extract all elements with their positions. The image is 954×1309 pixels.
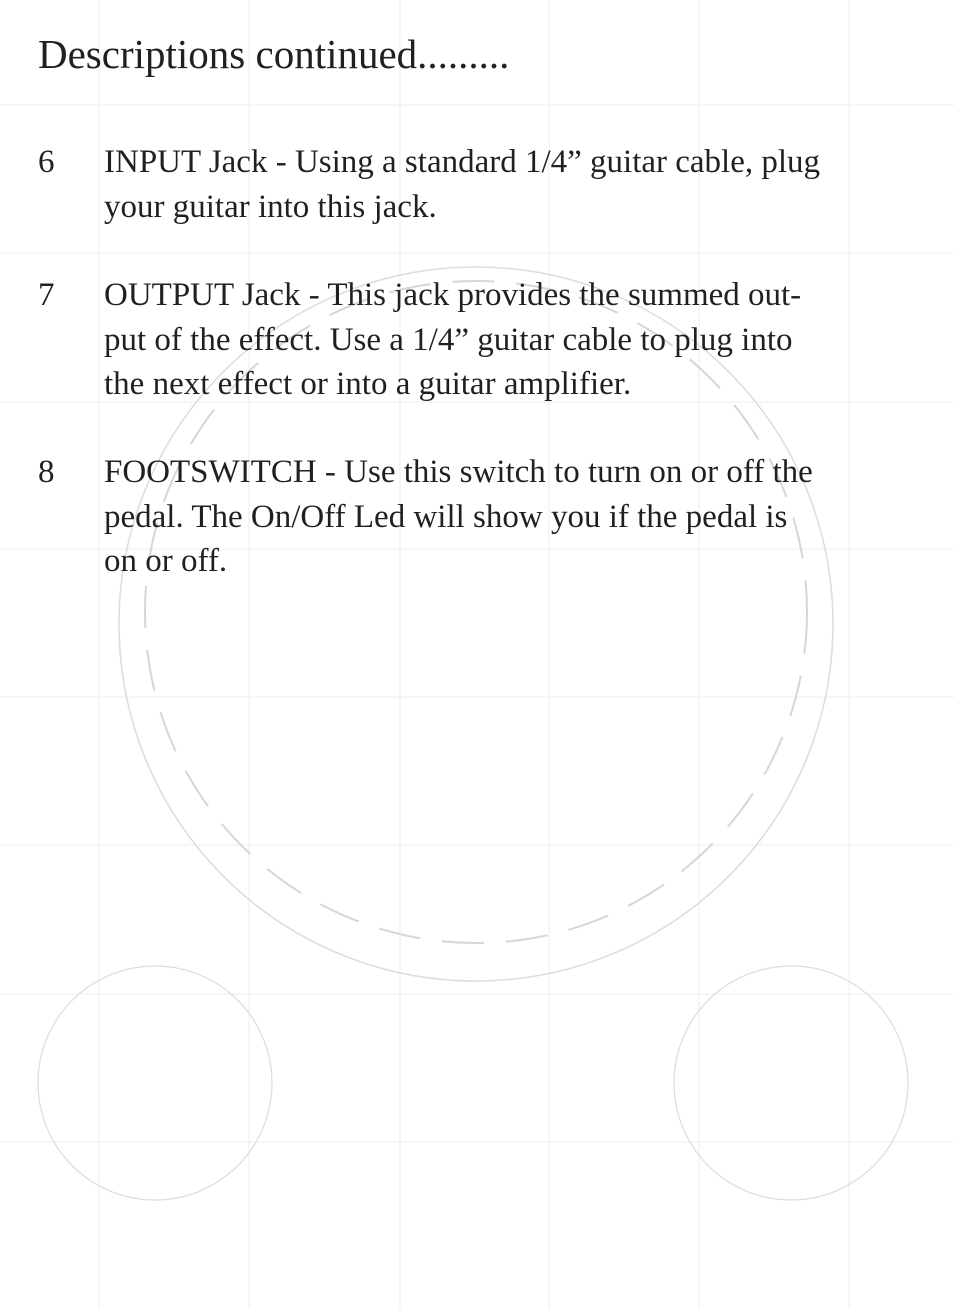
item-text-line: pedal. The On/Off Led will show you if the pedal is <box>104 498 788 535</box>
item-description <box>104 140 916 229</box>
item-text-line: INPUT Jack - Using a standard 1/4” guitar cable, plug <box>104 144 821 180</box>
item-text-line: your guitar into this jack. <box>104 188 437 225</box>
item-description <box>104 450 916 584</box>
item-text-line: put of the effect. Use a 1/4” guitar cable to plug into <box>104 321 793 358</box>
item-text-line: OUTPUT Jack - This jack provides the summed out- <box>104 277 802 313</box>
item-number: 7 <box>38 277 55 313</box>
item-number: 6 <box>38 144 55 180</box>
item-description <box>104 273 916 407</box>
item-number: 8 <box>38 454 55 490</box>
right-small-circle-outline <box>674 966 908 1200</box>
page-title: Descriptions continued......... <box>38 31 510 77</box>
item-text-line: on or off. <box>104 543 228 579</box>
left-small-circle-outline <box>38 966 272 1200</box>
item-text-line: FOOTSWITCH - Use this switch to turn on or off the <box>104 454 813 490</box>
item-text-line: the next effect or into a guitar amplifier. <box>104 366 632 402</box>
